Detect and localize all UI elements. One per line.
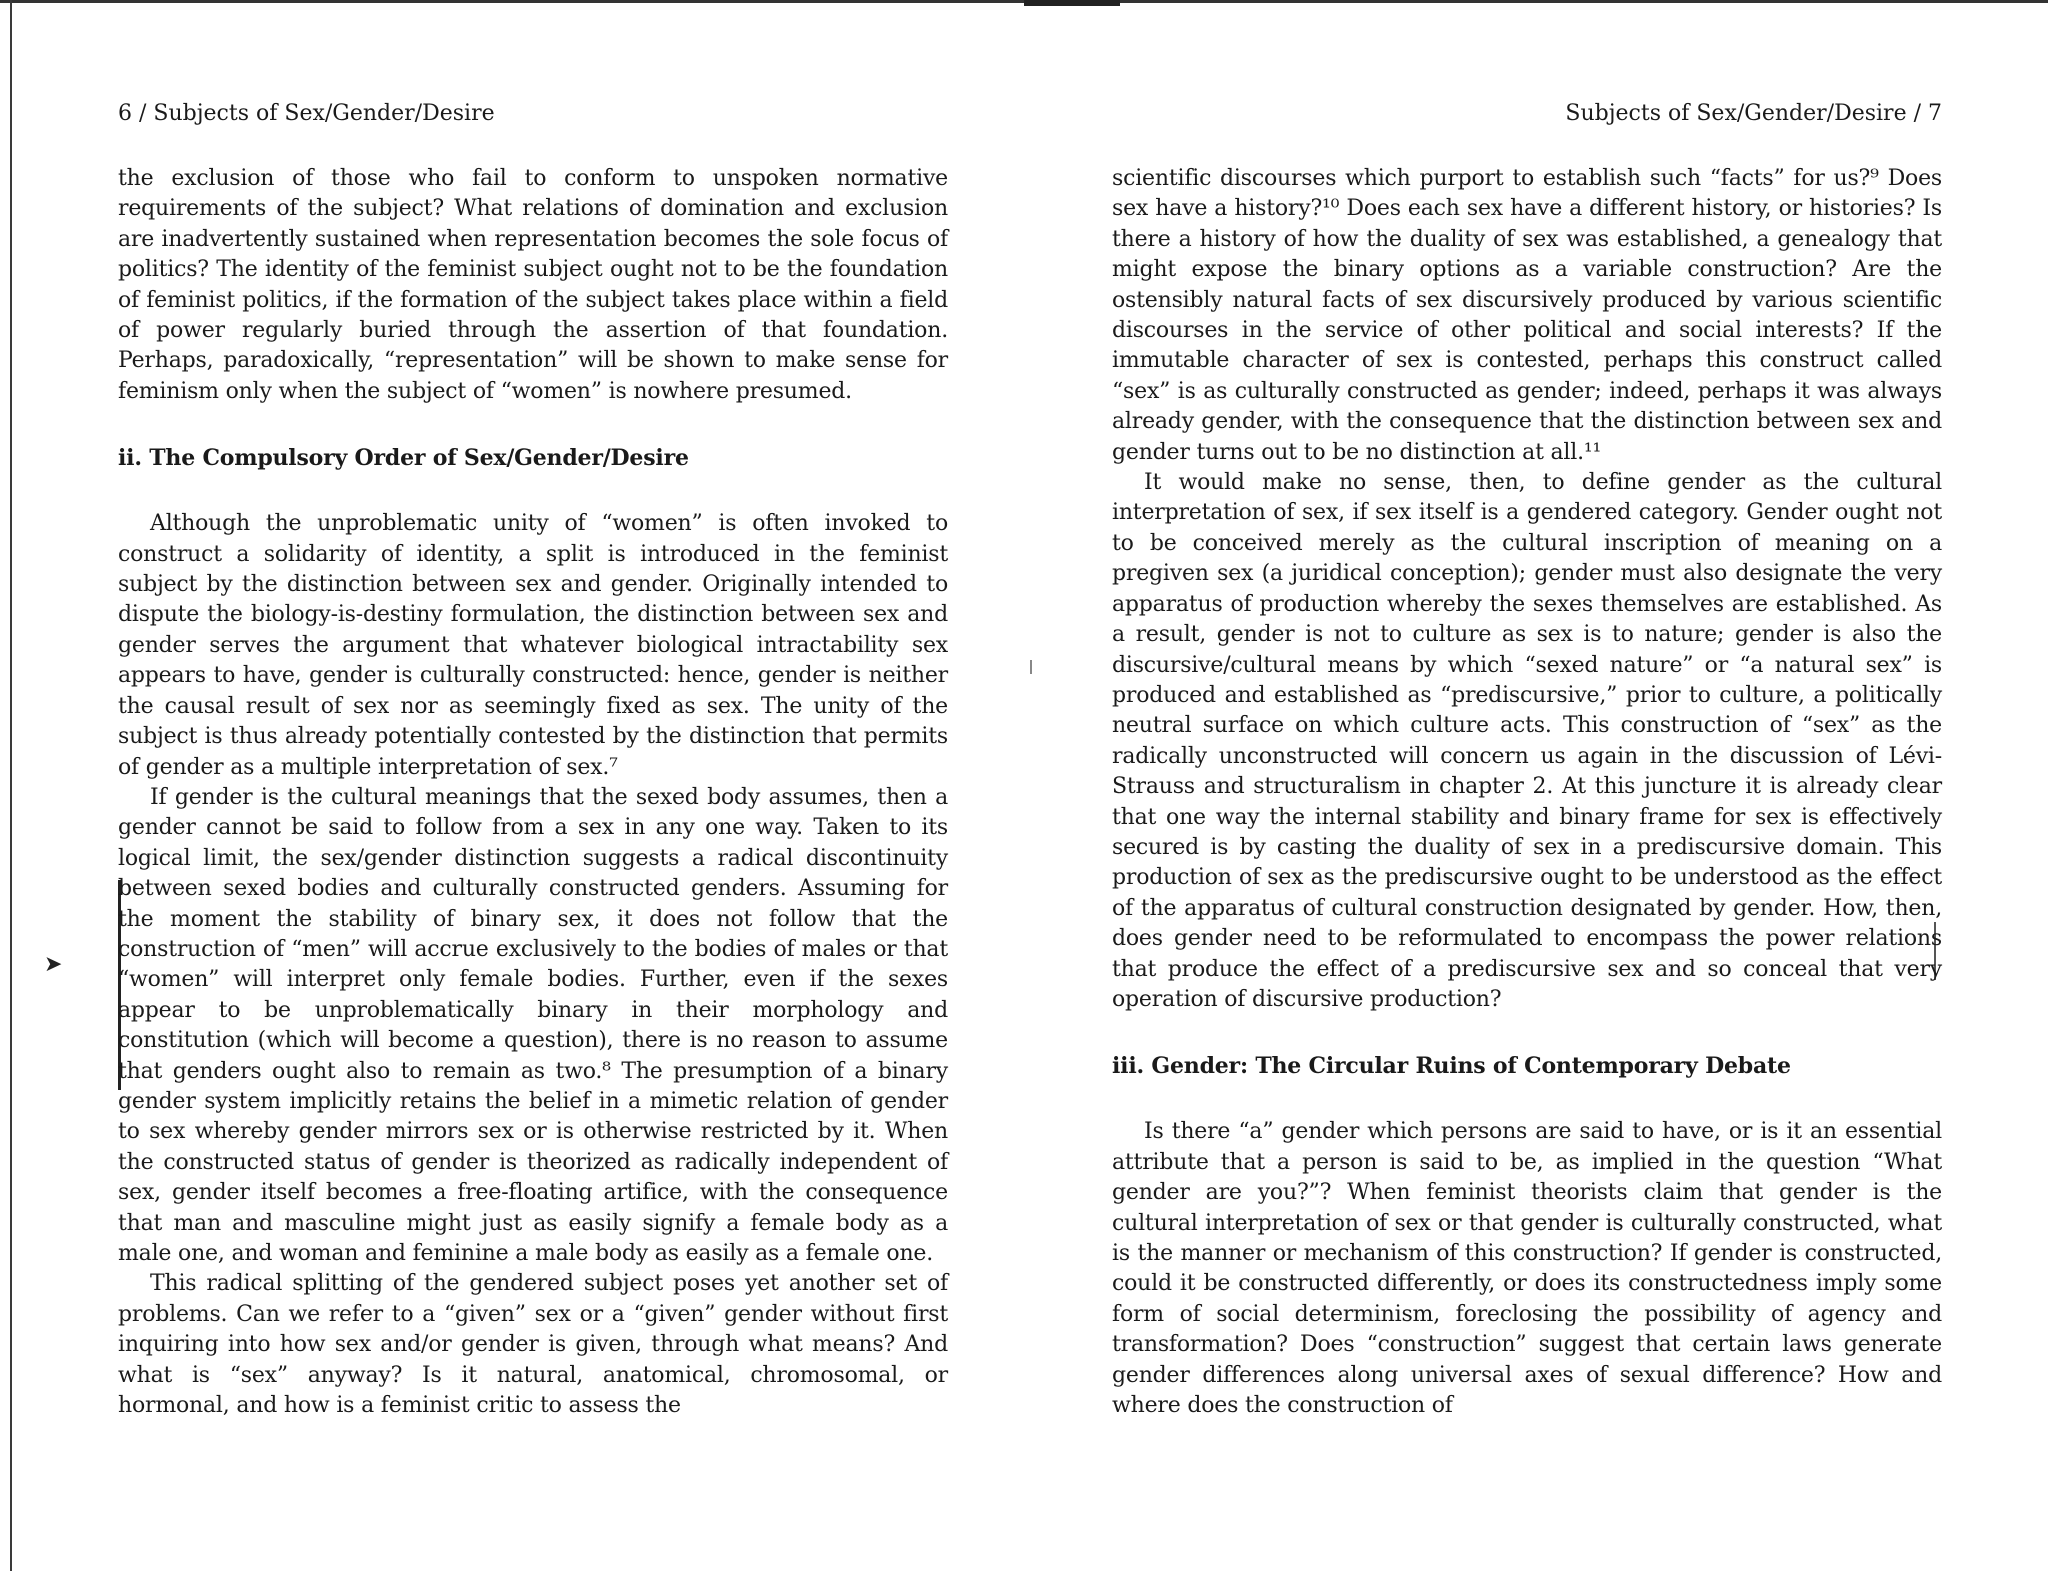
right-paragraph-1: scientific discourses which purport to establish such “facts” for us?⁹ Does sex have a history?¹⁰ Does each sex have a different history, or histories? Is there a history of how the duality of sex was established, a genealogy that might expose the binary options as a variable construction? Are the ostensibly natural facts of sex discursively produced by various scientific discourses in the service of other political and social interests? If the immutable character of sex is contested, perhaps this construct called “sex” is as culturally constructed as gender; indeed, perhaps it was always already gender, with the consequence that the distinction between sex and gender turns out to be no distinction at all.¹¹ <box>1112 166 1942 465</box>
left-paragraph-1: the exclusion of those who fail to conform to unspoken normative requirements of the subject? What relations of domination and exclusion are inadvertently sustained when representation becomes the sole focus of politics? The identity of the feminist subject ought not to be the foundation of feminist politics, if the formation of the subject takes place within a field of power regularly buried through the assertion of that foundation. Perhaps, paradoxically, “representation” will be shown to make sense for feminism only when the subject of “women” is nowhere presumed. <box>118 166 948 404</box>
right-running-head: Subjects of Sex/Gender/Desire / 7 <box>1565 101 1942 126</box>
scan-mark-top <box>1024 0 1120 6</box>
left-paragraph-3: If gender is the cultural meanings that the sexed body assumes, then a gender cannot be said to follow from a sex in any one way. Taken to its logical limit, the sex/gender distinction suggests a radical discontinuity between sexed bodies and culturally constructed genders. Assuming for the moment the stability of binary sex, it does not follow that the construction of “men” will accrue exclusively to the bodies of males or that “women” will interpret only female bodies. Further, even if the sexes appear to be unproblematically binary in their morphology and constitution (which will become a question), there is no reason to assume that genders ought also to remain as two.⁸ The presumption of a binary gender system implicitly retains the belief in a mimetic relation of gender to sex whereby gender mirrors sex or is otherwise restricted by it. When the constructed status of gender is theorized as radically independent of sex, gender itself becomes a free-floating artifice, with the consequence that man and masculine might just as easily signify a female body as a male one, and woman and feminine a male body as easily as a female one. <box>118 784 948 1266</box>
right-body-text <box>1112 164 1942 1421</box>
right-section-heading: iii. Gender: The Circular Ruins of Contemporary Debate <box>1112 1053 1791 1080</box>
right-paragraph-2: It would make no sense, then, to define gender as the cultural interpretation of sex, if sex itself is a gendered category. Gender ought not to be conceived merely as the cultural inscription of meaning on a pregiven sex (a juridical conception); gender must also designate the very apparatus of production whereby the sexes themselves are established. As a result, gender is not to culture as sex is to nature; gender is also the discursive/cultural means by which “sexed nature” or “a natural sex” is produced and established as “prediscursive,” prior to culture, a politically neutral surface on which culture acts. This construction of “sex” as the radically unconstructed will concern us again in the discussion of Lévi-Strauss and structuralism in chapter 2. At this juncture it is already clear that one way the internal stability and binary frame for sex is effectively secured is by casting the duality of sex in a prediscursive domain. This production of sex as the prediscursive ought to be understood as the effect of the apparatus of cultural construction designated by gender. How, then, does gender need to be reformulated to encompass the power relations that produce the effect of a prediscursive sex and so conceal that very operation of discursive production? <box>1112 470 1942 1012</box>
scan-edge-left <box>10 0 12 1571</box>
left-page <box>118 98 948 1421</box>
margin-annotation-arrow-icon: ➤ <box>44 952 63 977</box>
left-paragraph-4: This radical splitting of the gendered subject poses yet another set of problems. Can we refer to a “given” sex or a “given” gender without first inquiring into how sex and/or gender is given, through what means? And what is “sex” anyway? Is it natural, anatomical, chromosomal, or hormonal, and how is a feminist critic to assess the <box>118 1271 948 1419</box>
right-paragraph-3: Is there “a” gender which persons are said to have, or is it an essential attribute that a person is said to be, as implied in the question “What gender are you?”? When feminist theorists claim that gender is the cultural interpretation of sex or that gender is culturally constructed, what is the manner or mechanism of this construction? If gender is constructed, could it be constructed differently, or does its constructedness imply some form of social determinism, foreclosing the possibility of agency and transformation? Does “construction” suggest that certain laws generate gender differences along universal axes of sexual difference? How and where does the construction of <box>1112 1119 1942 1419</box>
left-paragraph-2: Although the unproblematic unity of “women” is often invoked to construct a solidarity of identity, a split is introduced in the feminist subject by the distinction between sex and gender. Originally intended to dispute the biology-is-destiny formulation, the distinction between sex and gender serves the argument that whatever biological intractability sex appears to have, gender is culturally constructed: hence, gender is neither the causal result of sex nor as seemingly fixed as sex. The unity of the subject is thus already potentially contested by the distinction that permits of gender as a multiple interpretation of sex.⁷ <box>118 511 948 780</box>
right-page <box>1112 98 1942 1421</box>
scan-mark-tick <box>1030 660 1032 674</box>
left-body-text <box>118 164 948 1421</box>
left-section-heading: ii. The Compulsory Order of Sex/Gender/Desire <box>118 445 689 472</box>
left-running-head: 6 / Subjects of Sex/Gender/Desire <box>118 101 495 126</box>
